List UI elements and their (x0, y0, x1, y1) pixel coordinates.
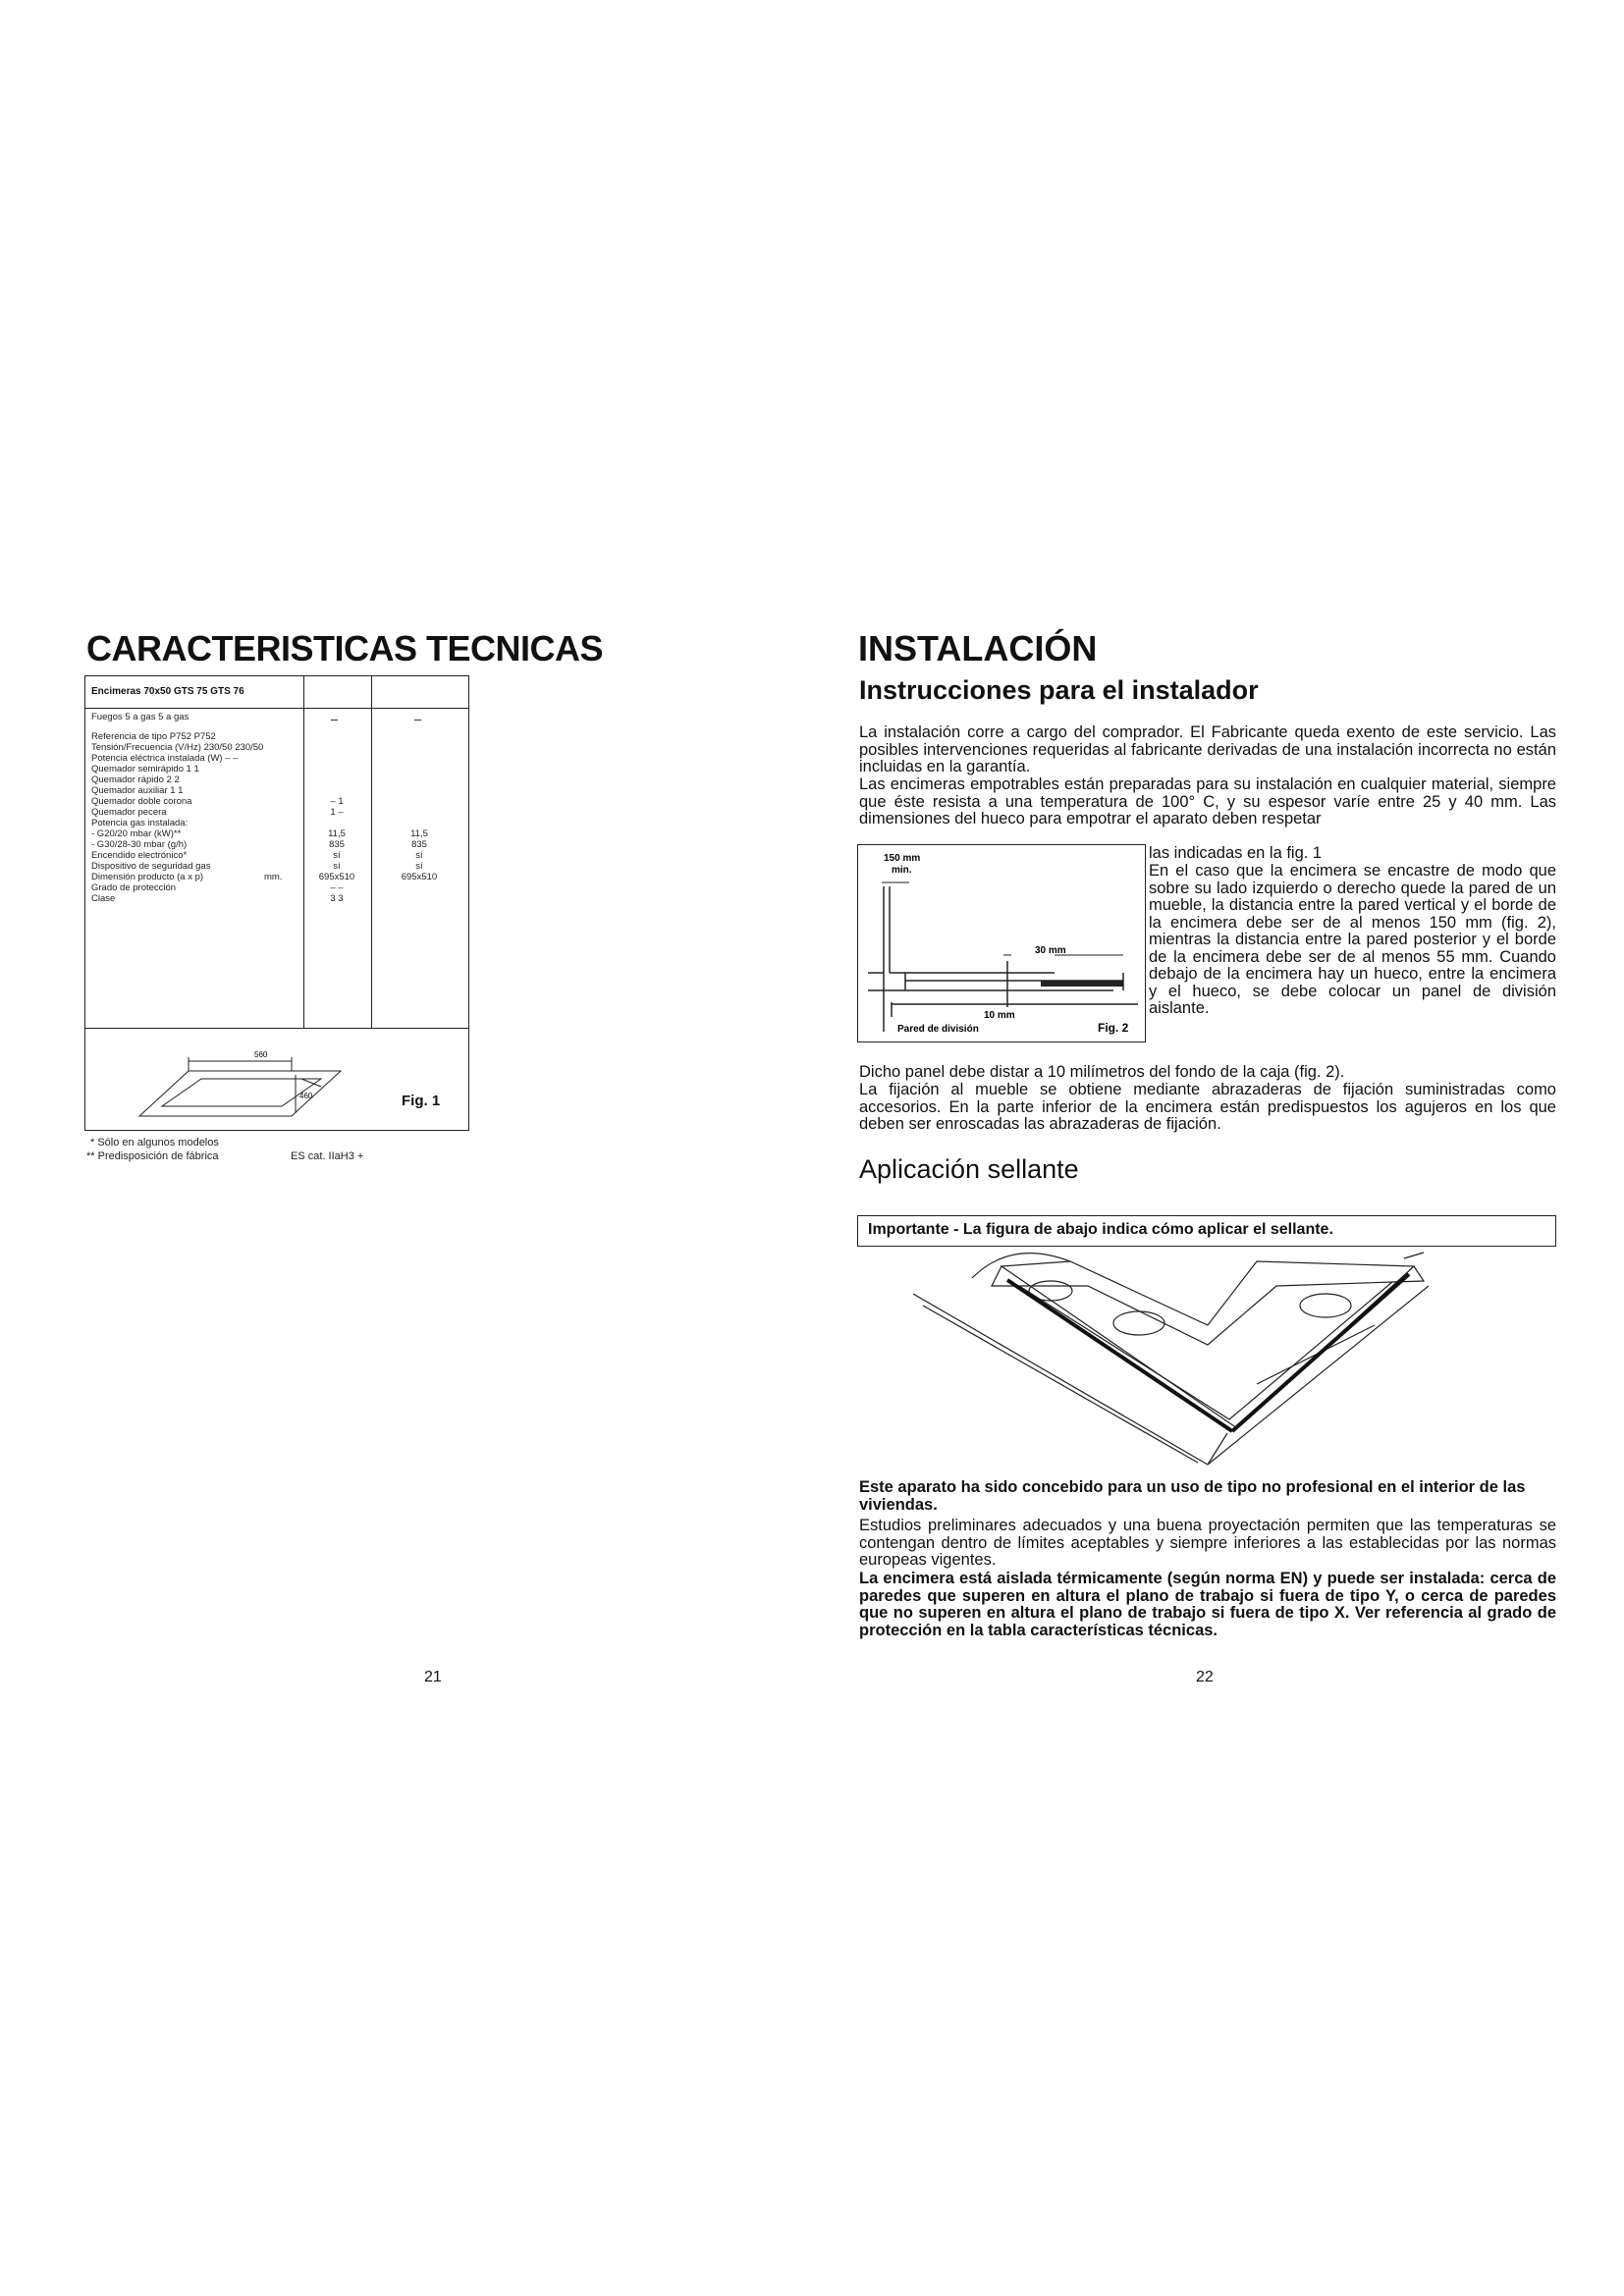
paragraph: La instalación corre a cargo del comprador. El Fabricante queda exento de este servicio. Las posibles intervenciones requeridas al fabricante derivadas de una instalación incorrecta no están incluidas en la garantía. (859, 723, 1556, 775)
spec-line: Potencia gas instalada: (91, 818, 189, 828)
spec-line: Quemador doble corona (91, 796, 192, 807)
spec-value: 1 – (330, 807, 344, 818)
footnote: * Sólo en algunos modelos (90, 1137, 219, 1148)
spec-value: 835 (411, 839, 427, 850)
spec-value: – – (330, 882, 344, 893)
spec-value: – (414, 712, 422, 726)
spec-line: Grado de protección (91, 882, 177, 893)
page-number: 21 (424, 1669, 442, 1685)
fig2-label-150: 150 mm (884, 853, 921, 864)
spec-table (84, 675, 469, 1131)
bold-note: La encimera está aislada térmicamente (según norma EN) y puede ser instalada: cerca de paredes que superen en altura el plano de trabajo si fuera de tipo Y, o cerca de paredes que no superen en altura el plano de trabajo si fuera de tipo X. Ver referencia al grado de protección en la tabla características técnicas. (859, 1570, 1556, 1639)
spec-line: Quemador semirápido 1 1 (91, 764, 199, 774)
spec-line: - G30/28-30 mbar (g/h) (91, 839, 188, 850)
footnote: ** Predisposición de fábrica (86, 1150, 219, 1162)
spec-line: Quemador rápido 2 2 (91, 774, 180, 785)
paragraph: Las encimeras empotrables están preparadas para su instalación en cualquier material, siempre que éste resista a una temperatura de 100° C, y su espesor varíe entre 25 y 40 mm. Las dimensiones del hueco para empotrar el aparato deben respetar (859, 775, 1556, 828)
fig1-width-label: 560 (254, 1050, 268, 1059)
important-note-box (857, 1215, 1556, 1247)
spec-line: Encendido electrónico* (91, 850, 188, 861)
spec-line: - G20/20 mbar (kW)** (91, 828, 182, 839)
spec-value: sí (415, 861, 423, 872)
fig2-label-30: 30 mm (1035, 945, 1066, 956)
spec-line: Quemador pecera (91, 807, 167, 818)
fig2-label-pared: Pared de división (897, 1024, 979, 1035)
fig2-label-min: min. (892, 865, 912, 876)
paragraph: las indicadas en la fig. 1 (1149, 844, 1323, 862)
spec-value: 695x510 (401, 872, 438, 882)
spec-value: 695x510 (318, 872, 355, 882)
sealant-illustration (913, 1247, 1463, 1470)
spec-value: sí (333, 861, 341, 872)
spec-value: – 1 (330, 796, 344, 807)
fig1-cutout-diagram (85, 1030, 468, 1128)
spec-line: Dispositivo de seguridad gas (91, 861, 211, 872)
spec-table-header: Encimeras 70x50 GTS 75 GTS 76 (91, 686, 244, 697)
important-note: Importante - La figura de abajo indica cómo aplicar el sellante. (868, 1221, 1333, 1238)
section-heading: Aplicación sellante (859, 1154, 1079, 1184)
paragraph: Estudios preliminares adecuados y una buena proyectación permiten que las temperaturas se contengan dentro de límites aceptables y siempre inferiores a las establecidas por las normas europeas vigentes. (859, 1517, 1556, 1569)
spec-value: 11,5 (410, 828, 428, 839)
fig1-depth-label: 460 (299, 1092, 313, 1100)
page-title-right: INSTALACIÓN (858, 628, 1098, 668)
spec-value: 3 3 (330, 893, 344, 904)
spec-line: Potencia eléctrica instalada (W) – – (91, 753, 239, 764)
spec-value: 11,5 (328, 828, 346, 839)
fig1-label: Fig. 1 (402, 1093, 441, 1109)
spec-value: sí (333, 850, 341, 861)
bold-note: Este aparato ha sido concebido para un uso de tipo no profesional en el interior de las viviendas. (859, 1478, 1526, 1514)
spec-table-body (85, 708, 468, 1029)
spec-unit: mm. (264, 872, 283, 882)
fig2-label: Fig. 2 (1098, 1021, 1129, 1035)
page-number: 22 (1196, 1669, 1214, 1685)
spec-line: Dimensión producto (a x p) (91, 872, 204, 882)
paragraph: En el caso que la encimera se encastre de modo que sobre su lado izquierdo o derecho quede la pared de un mueble, la distancia entre la pared vertical y el borde de la encimera debe ser de al menos 150 mm (fig. 2), mientras la distancia entre la pared posterior y el borde de la encimera debe ser de al menos 55 mm. Cuando debajo de la encimera hay un hueco, entre la encimera y el hueco, se debe colocar un panel de división aislante. (1149, 862, 1556, 1017)
spec-value: sí (415, 850, 423, 861)
paragraph: Dicho panel debe distar a 10 milímetros del fondo de la caja (fig. 2). (859, 1063, 1345, 1081)
fig2-label-10: 10 mm (984, 1010, 1015, 1021)
fig2-diagram (857, 844, 1146, 1042)
spec-line: Tensión/Frecuencia (V/Hz) 230/50 230/50 (91, 742, 264, 753)
spec-line: Quemador auxiliar 1 1 (91, 785, 184, 796)
paragraph: La fijación al mueble se obtiene mediante abrazaderas de fijación suministradas como accesorios. En la parte inferior de la encimera están predispuestos los agujeros en los que deben ser enroscadas las abrazaderas de fijación. (859, 1081, 1556, 1133)
spec-value: – (331, 712, 339, 726)
section-subtitle: Instrucciones para el instalador (859, 675, 1259, 705)
category-code: ES cat. IIaH3 + (291, 1150, 364, 1162)
spec-table-header-row (85, 676, 468, 709)
page-title-left: CARACTERISTICAS TECNICAS (86, 628, 604, 668)
spec-value: 835 (329, 839, 345, 850)
spec-line: Referencia de tipo P752 P752 (91, 731, 216, 742)
spec-line: Clase (91, 893, 116, 904)
spec-line: Fuegos 5 a gas 5 a gas (91, 712, 189, 722)
cooktop-body (1041, 981, 1123, 987)
